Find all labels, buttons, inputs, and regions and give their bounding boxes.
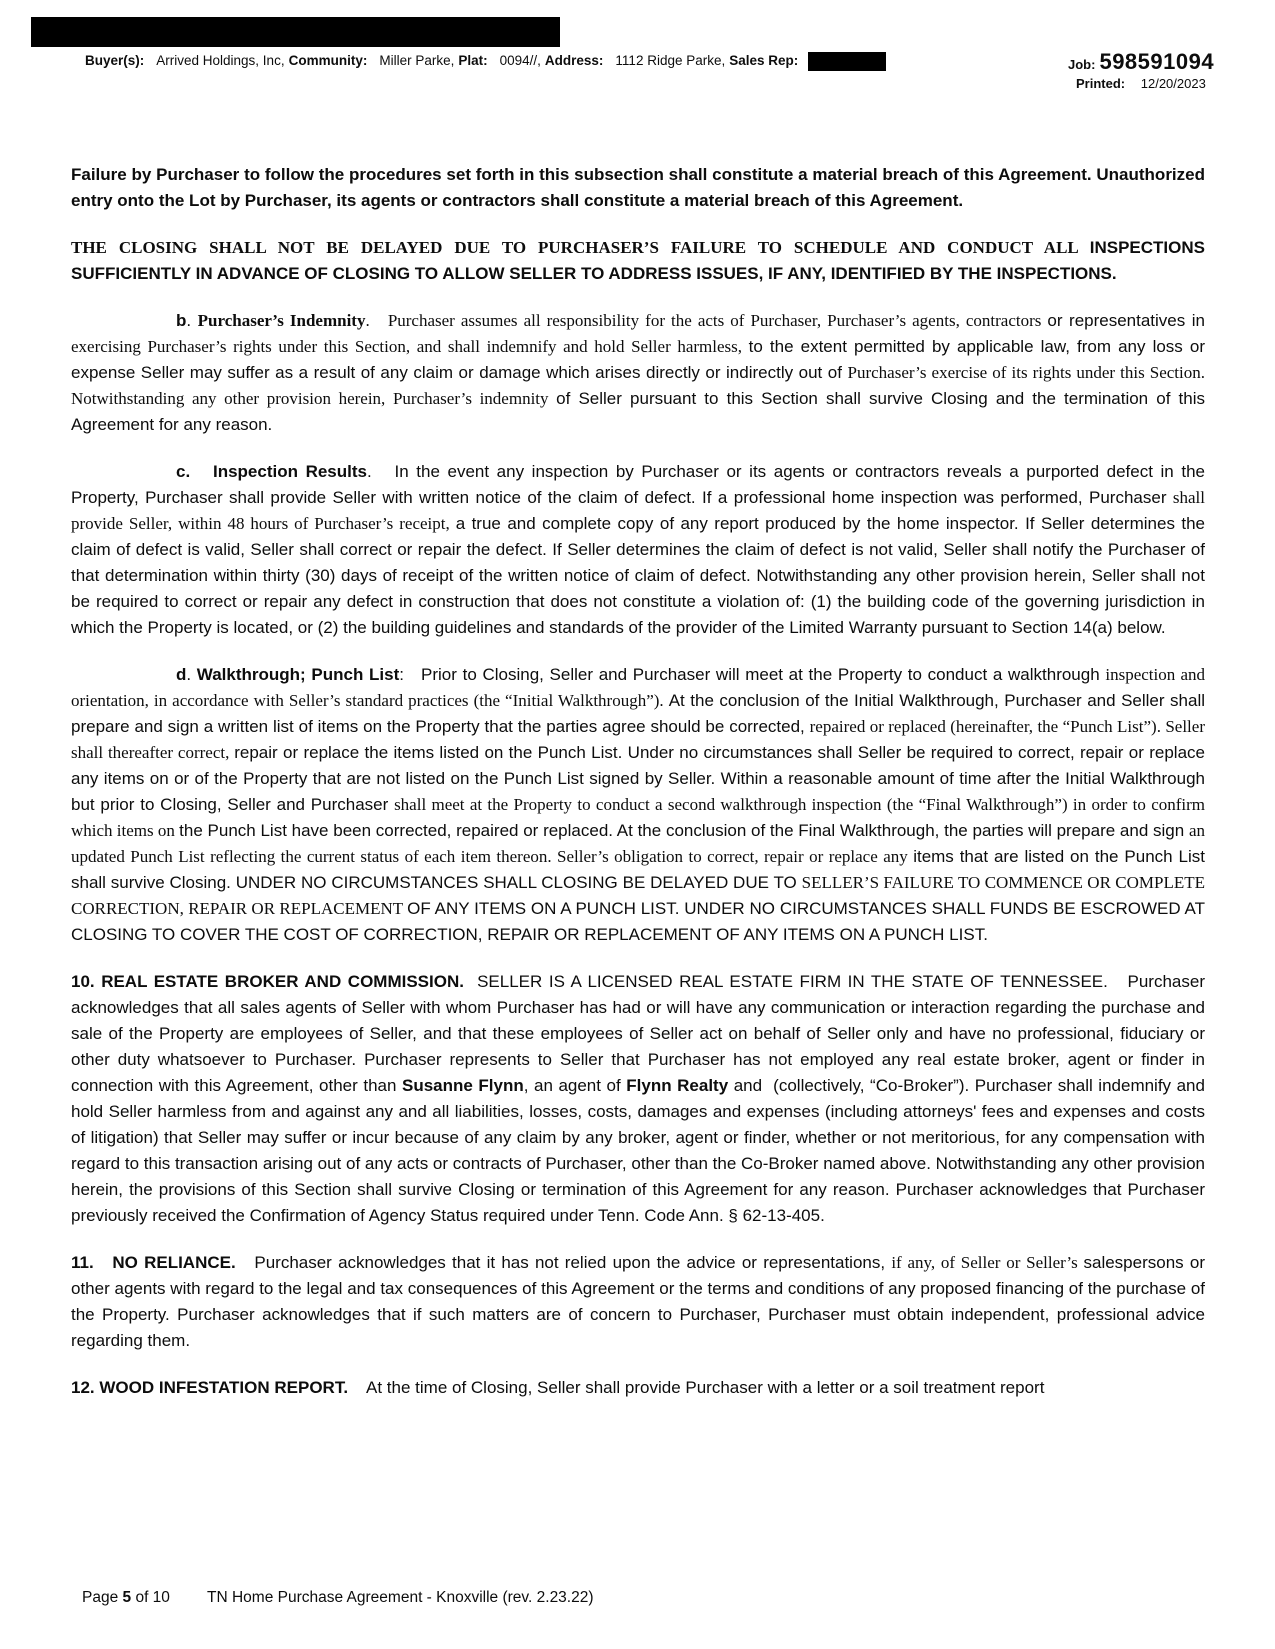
job-line <box>1068 49 1214 75</box>
text-run: THE CLOSING SHALL NOT BE DELAYED DUE TO PURCHASER’S FAILURE TO SCHEDULE AND CONDUCT ALL <box>71 238 1090 257</box>
text-run: inspection and orientation, in accordance with Seller’s standard practices (the “Initial Walkthrough”). <box>71 665 1210 710</box>
text-run: SELLER IS A LICENSED REAL ESTATE FIRM IN THE STATE OF TENNESSEE. Purchaser acknowledges that all sales agents of Seller with whom Purchaser has had or will have any communication or interaction regarding the purchase and sale of the Property are employees of Seller, and that these employees of Seller act on behalf of Seller only and have no professional, fiduciary or other duty whatsoever to Purchaser. Purchaser represents to Seller that Purchaser has not employed any real estate broker, agent or finder in connection with this Agreement, other than <box>71 972 1210 1095</box>
document-body <box>71 162 1210 1422</box>
text-run: . <box>186 665 197 684</box>
text-run: Purchaser’s Indemnity <box>197 311 366 330</box>
text-run: shall provide Seller, within 48 hours of Purchaser’s receipt, <box>71 488 1210 533</box>
text-run: OF ANY ITEMS ON A PUNCH LIST. UNDER NO CIRCUMSTANCES SHALL FUNDS BE ESCROWED AT CLOSING TO COVER THE COST OF CORRECTION, REPAIR OR REPLACEMENT OF ANY ITEMS ON A PUNCH LIST. <box>71 899 1210 944</box>
buyers-label: Buyer(s): <box>85 53 145 68</box>
paragraph-failure-breach <box>71 162 1210 214</box>
header-meta-line <box>85 51 886 71</box>
paragraph-walkthrough-punch-list <box>71 662 1210 948</box>
text-run: 5 <box>122 1589 132 1606</box>
text-run: the Punch List have been corrected, repaired or replaced. At the conclusion of the Final Walkthrough, the parties will prepare and sign <box>179 821 1189 840</box>
paragraph-closing-not-delayed <box>71 235 1210 287</box>
paragraph-section-12-wood-infestation <box>71 1375 1205 1401</box>
text-run: d <box>176 665 187 684</box>
text-run: At the time of Closing, Seller shall provide Purchaser with a letter or a soil treatment report <box>348 1378 1045 1397</box>
sales-rep-label: Sales Rep: <box>729 53 799 68</box>
text-run: 12. WOOD INFESTATION REPORT. <box>71 1378 349 1397</box>
text-run: SELLER’S FAILURE TO COMMENCE OR COMPLETE CORRECTION, REPAIR OR REPLACEMENT <box>71 873 1210 918</box>
text-run: . <box>365 311 388 330</box>
job-label: Job: <box>1068 57 1096 72</box>
paragraph-section-11-no-reliance <box>71 1250 1210 1354</box>
text-run: of Seller pursuant to this Section shall survive Closing and the termination of this Agreement for any reason. <box>71 389 1209 434</box>
page-number <box>82 1589 170 1607</box>
address-label: Address: <box>544 53 604 68</box>
text-run: Inspection Results <box>212 462 367 481</box>
printed-line <box>1068 76 1214 91</box>
text-run: to the extent permitted by applicable law, from any loss or expense Seller may suffer as a result of any claim or damage which arises directly or indirectly out of <box>71 337 1210 382</box>
text-run: exercising Purchaser’s rights under this Section, and shall indemnify and hold Seller harmless, <box>71 337 749 356</box>
paragraph-purchasers-indemnity <box>71 308 1210 438</box>
text-run: or representatives in <box>1047 311 1210 330</box>
text-run: a true and complete copy of any report produced by the home inspector. If Seller determines the claim of defect is valid, Seller shall correct or repair the defect. If Seller determines the claim of defect is not valid, Seller shall notify the Purchaser of that determination within thirty (30) days of receipt of the written notice of claim of defect. Notwithstanding any other provision herein, Seller shall not be required to correct or repair any defect in construction that does not constitute a violation of: (1) the building code of the governing jurisdiction in which the Property is located, or (2) the building guidelines and standards of the provider of the Limited Warranty pursuant to Section 14(a) below. <box>71 514 1210 637</box>
redaction-bar-top <box>31 17 560 47</box>
text-run: Purchaser’s exercise of its rights under this Section. Notwithstanding any other provision herein, Purchaser’s indemnity <box>71 363 1210 408</box>
sales-rep-redaction-bar <box>808 52 886 71</box>
text-run: . In the event any inspection by Purchaser or its agents or contractors reveals a purported defect in the Property, Purchaser shall provide Seller with written notice of the claim of defect. If a professional home inspection was performed, Purchaser <box>71 462 1210 507</box>
address-value: 1112 Ridge Parke, <box>615 53 726 68</box>
text-run: Flynn Realty <box>626 1076 729 1095</box>
text-run: . <box>186 311 198 330</box>
text-run: , an agent of <box>523 1076 627 1095</box>
buyers-value: Arrived Holdings, Inc, <box>156 53 285 68</box>
job-info <box>1068 49 1214 91</box>
text-run: and (collectively, “Co-Broker”). Purchaser shall indemnify and hold Seller harmless from and against any and all liabilities, losses, costs, damages and expenses (including attorneys' fees and expenses and costs of litigation) that Seller may suffer or incur because of any claim by any broker, agent or finder, whether or not meritorious, for any compensation with regard to this transaction arising out of any acts or contracts of Purchaser, other than the Co-Broker named above. Notwithstanding any other provision herein, the provisions of this Section shall survive Closing or termination of this Agreement for any reason. Purchaser acknowledges that Purchaser previously received the Confirmation of Agency Status required under Tenn. Code Ann. § 62-13-405. <box>71 1076 1210 1225</box>
footer-document-title: TN Home Purchase Agreement - Knoxville (rev. 2.23.22) <box>207 1589 594 1606</box>
text-run: of 10 <box>131 1589 170 1606</box>
text-run: : Prior to Closing, Seller and Purchaser will meet at the Property to conduct a walkthrough <box>399 665 1106 684</box>
paragraph-section-10-real-estate-broker <box>71 969 1210 1229</box>
text-run: Purchaser assumes all responsibility for the acts of Purchaser, Purchaser’s agents, contractors <box>387 311 1048 330</box>
text-run: shall meet at the Property to conduct a second walkthrough inspection (the “Final Walkthrough”) in order to confirm which items on <box>71 795 1210 840</box>
printed-date: 12/20/2023 <box>1140 76 1206 91</box>
text-run: repaired or replaced (hereinafter, the “Punch List”). Seller shall thereafter correct, <box>71 717 1210 762</box>
community-value: Miller Parke, <box>379 53 455 68</box>
paragraph-inspection-results <box>71 459 1210 641</box>
text-run: repair or replace the items listed on the Punch List. Under no circumstances shall Seller be required to correct, repair or replace any items on or of the Property that are not listed on the Punch List signed by Seller. Within a reasonable amount of time after the Initial Walkthrough but prior to Closing, Seller and Purchaser <box>71 743 1210 814</box>
text-run: Purchaser acknowledges that it has not relied upon the advice or representations, <box>235 1253 892 1272</box>
text-run: Susanne Flynn <box>401 1076 524 1095</box>
text-run: salespersons or other agents with regard to the legal and tax consequences of this Agreement or the terms and conditions of any proposed financing of the purchase of the Property. Purchaser acknowledges that if such matters are of concern to Purchaser, Purchaser must obtain independent, professional advice regarding them. <box>71 1253 1210 1350</box>
text-run: an updated Punch List reflecting the current status of each item thereon. Seller’s obligation to correct, repair or replace any <box>71 821 1210 866</box>
text-run: INSPECTIONS SUFFICIENTLY IN ADVANCE OF CLOSING TO ALLOW SELLER TO ADDRESS ISSUES, IF ANY, IDENTIFIED BY THE INSPECTIONS. <box>71 238 1210 283</box>
text-run: if any, of Seller or Seller’s <box>891 1253 1084 1272</box>
text-run: Walkthrough; Punch List <box>196 665 400 684</box>
text-run: Page <box>82 1589 123 1606</box>
text-run: c. <box>176 462 213 481</box>
text-run: 11. NO RELIANCE. <box>71 1253 236 1272</box>
job-number: 598591094 <box>1099 49 1215 74</box>
text-run: items that are listed on the Punch List shall survive Closing. UNDER NO CIRCUMSTANCES SHALL CLOSING BE DELAYED DUE TO <box>71 847 1210 892</box>
text-run: 10. REAL ESTATE BROKER AND COMMISSION. <box>71 972 464 991</box>
plat-label: Plat: <box>458 53 488 68</box>
text-run: At the conclusion of the Initial Walkthrough, Purchaser and Seller shall prepare and sign a written list of items on the Property that the parties agree should be corrected, <box>71 691 1210 736</box>
printed-label: Printed: <box>1076 76 1126 91</box>
community-label: Community: <box>288 53 368 68</box>
text-run: b <box>176 311 187 330</box>
plat-value: 0094//, <box>499 53 541 68</box>
text-run: Failure by Purchaser to follow the procedures set forth in this subsection shall constitute a material breach of this Agreement. Unauthorized entry onto the Lot by Purchaser, its agents or contractors shall constitute a material breach of this Agreement. <box>71 165 1210 210</box>
